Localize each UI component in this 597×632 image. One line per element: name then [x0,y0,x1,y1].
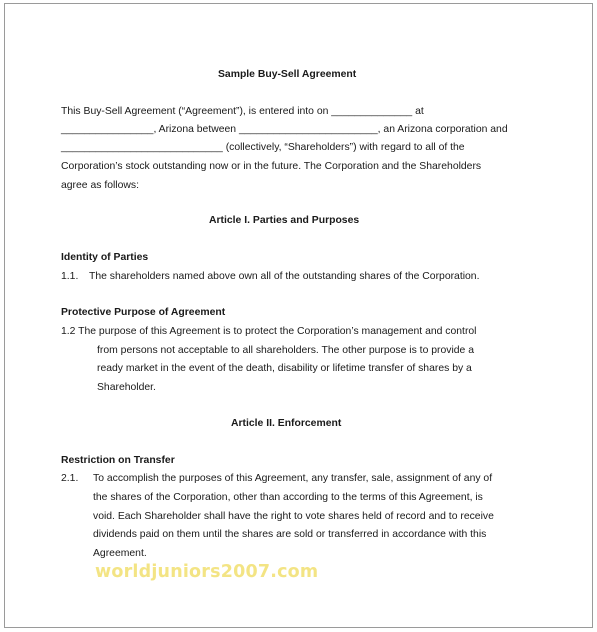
section-2-1-line: Agreement. [93,548,147,559]
section-2-1-line: the shares of the Corporation, other than according to the terms of this Agreement, is [93,492,483,503]
section-2-1-line: To accomplish the purposes of this Agreement, any transfer, sale, assignment of any of [93,473,493,484]
section-1-2-line: 1.2 The purpose of this Agreement is to protect the Corporation’s management and control [61,326,477,337]
section-2-1-line: void. Each Shareholder shall have the right to vote shares held of record and to receive [93,511,494,522]
section-2-1-number: 2.1. [61,473,79,484]
intro-line: Corporation’s stock outstanding now or in the future. The Corporation and the Shareholders [61,161,482,172]
section-1-2-line: ready market in the event of the death, disability or lifetime transfer of shares by a [97,363,472,374]
article-2-heading: Article II. Enforcement [231,418,342,429]
document-title: Sample Buy-Sell Agreement [218,69,357,80]
intro-line: ____________________________ (collectively, “Shareholders”) with regard to all of the [61,142,465,153]
watermark: worldjuniors2007.com [95,562,319,582]
section-1-1-number: 1.1. [61,271,79,282]
intro-line: agree as follows: [61,180,139,191]
protective-purpose-heading: Protective Purpose of Agreement [61,307,226,318]
section-1-2-line: Shareholder. [97,382,156,393]
article-1-heading: Article I. Parties and Purposes [209,215,360,226]
section-1-2-line: from persons not acceptable to all shareholders. The other purpose is to provide a [97,345,474,356]
intro-line: ________________, Arizona between ________________________, an Arizona corporation and [61,124,508,135]
section-1-1-text: The shareholders named above own all of the outstanding shares of the Corporation. [89,271,480,282]
section-2-1-line: dividends paid on them until the shares are sold or transferred in accordance with this [93,529,487,540]
intro-line: This Buy-Sell Agreement (“Agreement”), is entered into on ______________ at [61,106,424,117]
restriction-on-transfer-heading: Restriction on Transfer [61,455,175,466]
identity-of-parties-heading: Identity of Parties [61,252,149,263]
